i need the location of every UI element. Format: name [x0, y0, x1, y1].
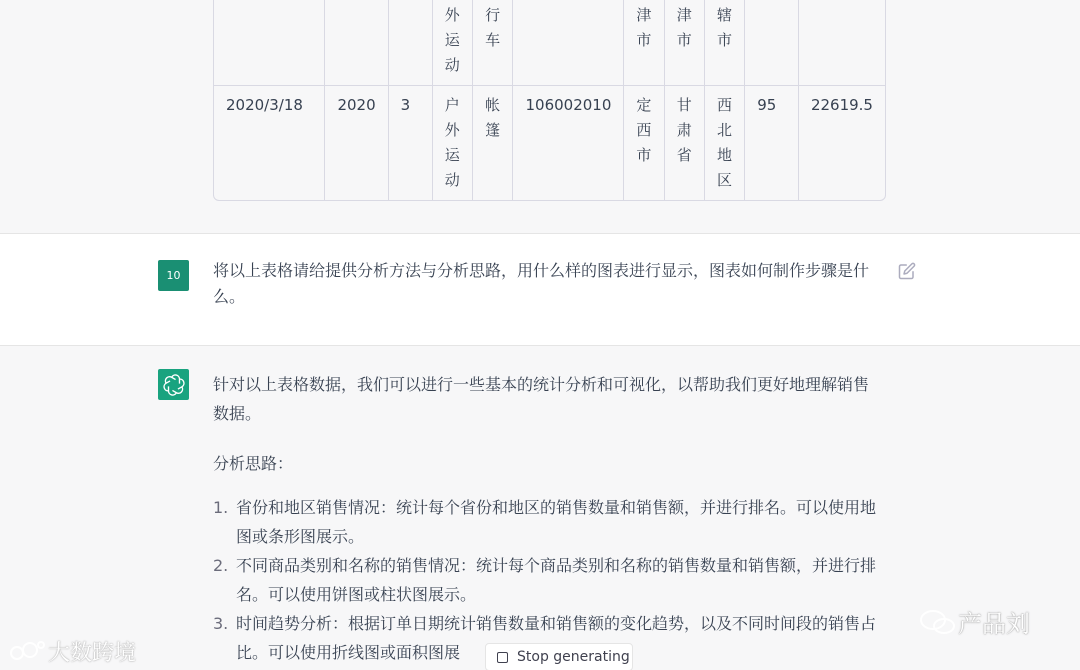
- table-cell: [664, 86, 704, 201]
- cell-text: 户外运动: [444, 96, 460, 189]
- table-cell: 95: [745, 86, 799, 201]
- assistant-avatar: [158, 369, 189, 400]
- table-cell: [745, 0, 799, 86]
- table-cell: [704, 0, 744, 86]
- cell-text: 甘肃省: [676, 96, 692, 164]
- stop-generating-button[interactable]: [485, 643, 633, 670]
- table-cell: [473, 0, 513, 86]
- table-cell: 2020/3/18: [214, 86, 325, 201]
- table-cell: [624, 86, 664, 201]
- assistant-message: [213, 370, 883, 667]
- cell-text: 津市: [676, 6, 692, 49]
- cell-text: 行车: [485, 6, 501, 49]
- user-message-text: 将以上表格请给提供分析方法与分析思路，用什么样的图表进行显示，图表如何制作步骤是什么。: [213, 261, 870, 306]
- table-cell: [624, 0, 664, 86]
- table-cell: [798, 0, 885, 86]
- table-cell: [513, 0, 624, 86]
- table-cell: [388, 0, 432, 86]
- table-cell: [325, 0, 388, 86]
- table-cell: 22619.5: [798, 86, 885, 201]
- watermark-left: [8, 636, 136, 667]
- watermark-right: [918, 604, 1030, 639]
- table-cell: 2020: [325, 86, 388, 201]
- cell-text: 津市: [636, 6, 652, 49]
- table-cell: 3: [388, 86, 432, 201]
- table-row: [214, 86, 885, 201]
- list-item: [213, 551, 883, 609]
- watermark-left-text: 大数跨境: [48, 641, 137, 666]
- table-row: [214, 0, 885, 86]
- cell-text: 定西市: [636, 96, 652, 164]
- list-item: [213, 493, 883, 551]
- table-cell: [704, 86, 744, 201]
- sales-table: [213, 0, 886, 201]
- watermark-logo-icon: [8, 639, 48, 665]
- edit-icon[interactable]: [898, 262, 916, 280]
- table-cell: [473, 86, 513, 201]
- list-number: 1.: [213, 498, 229, 517]
- list-item-text: 时间趋势分析：根据订单日期统计销售数量和销售额的变化趋势，以及不同时间段的销售占比。可以使用折线图或面积图展: [236, 614, 877, 662]
- stop-generating-label: Stop generating: [517, 649, 630, 665]
- section-title: 分析思路：: [213, 454, 294, 473]
- assistant-intro: 针对以上表格数据，我们可以进行一些基本的统计分析和可视化，以帮助我们更好地理解销售数据。: [213, 375, 870, 423]
- watermark-right-text: 产品刘: [958, 610, 1030, 638]
- user-message: [0, 233, 1080, 346]
- cell-text: 西北地区: [716, 96, 732, 189]
- cell-text: 外运动: [444, 6, 460, 74]
- wechat-icon: [918, 607, 958, 637]
- list-number: 2.: [213, 556, 229, 575]
- list-item-text: 省份和地区销售情况：统计每个省份和地区的销售数量和销售额，并进行排名。可以使用地图或条形图展示。: [236, 498, 877, 546]
- stop-icon: [497, 652, 508, 663]
- analysis-list: [213, 493, 883, 667]
- cell-text: 辖市: [716, 6, 732, 49]
- table-cell: [432, 86, 472, 201]
- table-cell: [214, 0, 325, 86]
- list-number: 3.: [213, 614, 229, 633]
- user-avatar: 10: [158, 260, 189, 291]
- list-item-text: 不同商品类别和名称的销售情况：统计每个商品类别和名称的销售数量和销售额，并进行排名。可以使用饼图或柱状图展示。: [236, 556, 877, 604]
- table-cell: [664, 0, 704, 86]
- openai-logo-icon: [163, 374, 185, 396]
- table-cell: 106002010: [513, 86, 624, 201]
- table-cell: [432, 0, 472, 86]
- cell-text: 帐篷: [485, 96, 501, 139]
